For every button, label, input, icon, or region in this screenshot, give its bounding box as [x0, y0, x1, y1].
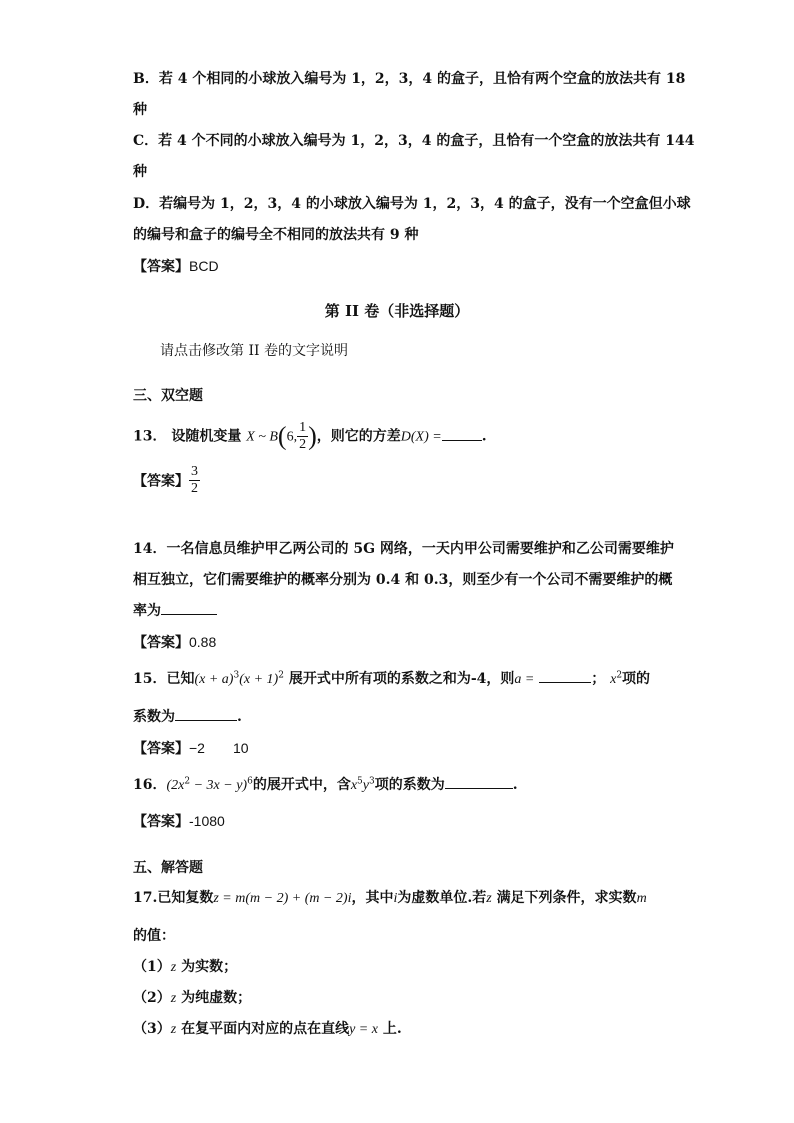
q16-text1: 的展开式中，含	[252, 777, 351, 793]
q15-tail: .	[237, 709, 242, 725]
q16-y: y	[362, 778, 369, 793]
q15-expr1: (x + a)	[194, 672, 234, 687]
q13-tail: .	[481, 428, 487, 445]
q17-sub3-z: z	[170, 1022, 177, 1037]
q15-sep: ；	[591, 671, 606, 687]
question-16	[133, 774, 518, 794]
answer-value: -1080	[189, 813, 225, 829]
q16-exp-a: 2	[184, 776, 191, 787]
answer-value: 0.88	[189, 634, 217, 650]
question-13	[133, 420, 487, 453]
q13-text2: ，则它的方差	[316, 428, 401, 445]
q17-sub2-text: 为纯虚数；	[181, 990, 252, 1006]
section5-heading: 五、解答题	[133, 860, 203, 876]
q15-line2	[133, 706, 242, 726]
q15-blank1	[539, 670, 591, 683]
q17-sub2-z: z	[170, 991, 177, 1006]
q15-answer	[133, 738, 249, 758]
q17-sub1-z: z	[170, 960, 177, 975]
q15-text2: 项的	[622, 671, 651, 687]
q13-paren-close: )	[308, 421, 317, 451]
q16-number: 16．	[133, 777, 167, 793]
answer-value: BCD	[189, 258, 219, 274]
q13-number: 13．	[133, 428, 167, 445]
q15-exp-x: 2	[616, 670, 623, 681]
q17-line2: 的值：	[133, 928, 175, 944]
q13-paren-open: (	[277, 421, 287, 451]
q17-text1: ，其中	[351, 890, 394, 906]
q17-z: z	[486, 891, 492, 906]
part2-note: 请点击修改第 II 卷的文字说明	[160, 343, 348, 359]
option-c-line2: 种	[133, 164, 147, 180]
q17-sub1-text: 为实数；	[181, 959, 238, 975]
answer-label: 【答案】	[133, 741, 189, 757]
q17-formula: z = m(m − 2) + (m − 2)i	[213, 891, 352, 906]
q16-expr-open: (2x	[166, 778, 185, 793]
option-d-line1: D．若编号为 1，2，3，4 的小球放入编号为 1，2，3，4 的盒子，没有一个空盒但小球	[133, 196, 691, 212]
answer-label: 【答案】	[133, 635, 189, 651]
q16-x: x	[350, 778, 358, 793]
q17-sub3-text: 在复平面内对应的点在直线	[181, 1021, 350, 1037]
q13-answer-num: 3	[191, 464, 198, 479]
q17-sub3-tail: 上.	[382, 1021, 402, 1037]
q12-answer	[133, 256, 219, 276]
q13-answer-den: 2	[191, 481, 198, 496]
q15-blank2	[175, 708, 237, 721]
option-b-line1: B．若 4 个相同的小球放入编号为 1，2，3，4 的盒子，且恰有两个空盒的放法共有 18	[133, 71, 686, 87]
q13-blank	[442, 428, 482, 441]
q13-frac-num: 1	[299, 420, 307, 435]
q14-line3-text: 率为	[133, 603, 161, 619]
section3-heading: 三、双空题	[133, 388, 203, 404]
q16-blank	[445, 776, 513, 789]
q17-text2: 为虚数单位.若	[397, 890, 487, 906]
q16-answer	[133, 811, 225, 831]
q17-sub3	[133, 1018, 402, 1038]
q14-line3	[133, 600, 217, 620]
q17-sub2-label: （2）	[133, 990, 171, 1006]
q17-sub1	[133, 956, 237, 976]
q13-formula-a: 6,	[286, 429, 298, 445]
question-15	[133, 668, 650, 688]
q14-blank	[161, 602, 217, 615]
answer-label: 【答案】	[133, 814, 189, 830]
q13-formula-var: D(X) =	[400, 429, 442, 445]
q13-frac-den: 2	[299, 437, 307, 452]
q15-exp2: 2	[278, 670, 284, 681]
q17-i: i	[393, 891, 398, 906]
q17-sub1-label: （1）	[133, 959, 171, 975]
q17-sub3-label: （3）	[133, 1021, 171, 1037]
q16-exp-5: 5	[357, 776, 363, 787]
option-d-line2: 的编号和盒子的编号全不相同的放法共有 9 种	[133, 227, 419, 243]
q15-number: 15．已知	[133, 671, 195, 687]
q15-var-a: a =	[514, 672, 535, 687]
q15-var-x: x	[610, 672, 617, 687]
part2-title: 第 II 卷（非选择题）	[324, 302, 470, 320]
q13-answer-fraction	[189, 464, 200, 497]
q15-expr2: (x + 1)	[239, 672, 279, 687]
q15-exp1: 3	[233, 670, 240, 681]
q16-exp-3: 3	[369, 776, 375, 787]
q13-formula-left: X ~ B	[246, 429, 278, 445]
q16-exp-b: 6	[247, 776, 253, 787]
q16-text2: 项的系数为	[374, 777, 445, 793]
option-b-line2: 种	[133, 102, 147, 118]
q16-tail: .	[512, 777, 518, 793]
q17-sub2	[133, 987, 251, 1007]
q14-answer	[133, 632, 216, 652]
q15-line2-text: 系数为	[133, 709, 175, 725]
question-17	[133, 887, 647, 907]
option-c-line1: C．若 4 个不同的小球放入编号为 1，2，3，4 的盒子，且恰有一个空盒的放法共有 144	[133, 133, 695, 149]
answer-value: −2 10	[189, 740, 249, 756]
q13-text1: 设随机变量	[166, 428, 242, 445]
q17-sub3-eq: y = x	[349, 1022, 378, 1037]
q17-number: 17.已知复数	[133, 890, 214, 906]
q17-text3: 满足下列条件，求实数	[496, 890, 637, 906]
answer-label: 【答案】	[133, 473, 189, 490]
q15-text1: 展开式中所有项的系数之和为-4，则	[288, 671, 515, 687]
q13-answer	[133, 464, 200, 497]
q14-line1: 14．一名信息员维护甲乙两公司的 5G 网络，一天内甲公司需要维护和乙公司需要维护	[133, 541, 674, 557]
q14-line2: 相互独立，它们需要维护的概率分别为 0.4 和 0.3，则至少有一个公司不需要维护的概	[133, 572, 673, 588]
q17-m: m	[636, 891, 647, 906]
q16-expr-mid: − 3x − y)	[190, 778, 248, 793]
q13-fraction	[297, 420, 308, 453]
answer-label: 【答案】	[133, 259, 189, 275]
